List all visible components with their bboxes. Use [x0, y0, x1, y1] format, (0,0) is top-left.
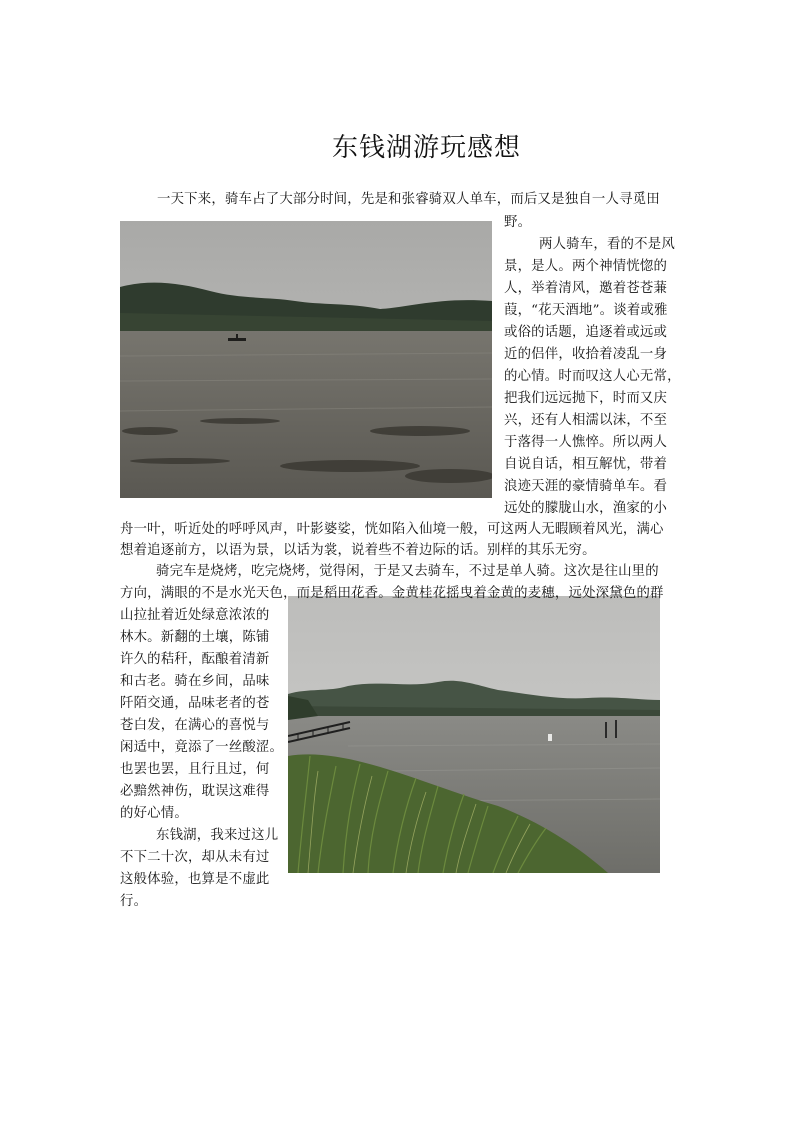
paragraph-line: 浪迹天涯的豪情骑单车。看: [504, 479, 668, 494]
paragraph-line: 想着追逐前方，以语为景，以话为裳，说着些不着边际的话。别样的其乐无穷。: [120, 543, 596, 558]
paragraph-line: 东钱湖，我来过这儿: [156, 828, 279, 843]
paragraph-line: 舟一叶，听近处的呼呼风声，叶影婆娑，恍如陷入仙境一般，可这两人无暇顾着风光，满心: [120, 522, 664, 537]
paragraph-line: 行。: [120, 894, 148, 909]
paragraph-line: 把我们远远抛下，时而又庆: [504, 391, 668, 406]
paragraph-line: 和古老。骑在乡间，品味: [120, 674, 270, 689]
paragraph-line: 闲适中，竟添了一丝酸涩。: [120, 740, 284, 755]
lake-reeds-photo: [288, 596, 660, 873]
paragraph-line: 自说自话，相互解忧，带着: [504, 457, 668, 472]
paragraph-line: 兴，还有人相濡以沫，不至: [504, 413, 668, 428]
paragraph-line: 于落得一人憔悴。所以两人: [504, 435, 668, 450]
paragraph-line: 骑完车是烧烤，吃完烧烤，觉得闲，于是又去骑车，不过是单人骑。这次是往山里的: [156, 564, 659, 579]
paragraph-line: 人，举着清风，邀着苍苍蒹: [504, 281, 668, 296]
paragraph-line: 阡陌交通，品味老者的苍: [120, 696, 270, 711]
paragraph-line: 苍白发，在满心的喜悦与: [120, 718, 270, 733]
paragraph-line: 近的侣伴，收拾着凌乱一身: [504, 347, 668, 362]
paragraph-line: 野。: [504, 215, 532, 230]
paragraph-line: 林木。新翻的土壤，陈铺: [120, 630, 270, 645]
paragraph-line: 葭，“花天酒地”。谈着或雅: [504, 303, 668, 318]
lake-boat-photo: [120, 221, 492, 498]
paragraph-line: 两人骑车，看的不是风: [539, 237, 675, 252]
paragraph-line: 远处的朦胧山水，渔家的小: [504, 501, 668, 516]
paragraph-line: 也罢也罢，且行且过，何: [120, 762, 270, 777]
paragraph-line: 不下二十次，却从未有过: [120, 850, 270, 865]
paragraph-line: 许久的秸秆，酝酿着清新: [120, 652, 270, 667]
page-title: 东钱湖游玩感想: [331, 133, 521, 163]
paragraph-line: 或俗的话题，追逐着或远或: [504, 325, 668, 340]
paragraph-line: 景，是人。两个神情恍惚的: [504, 259, 668, 274]
paragraph-line: 必黯然神伤，耽误这难得: [120, 784, 270, 799]
paragraph-line: 的好心情。: [120, 806, 188, 821]
paragraph-line: 一天下来，骑车占了大部分时间，先是和张睿骑双人单车，而后又是独自一人寻觅田: [157, 192, 660, 207]
paragraph-line: 方向，满眼的不是水光天色，而是稻田花香。金黄桂花摇曳着金黄的麦穗，远处深黛色的群: [120, 586, 664, 601]
paragraph-line: 的心情。时而叹这人心无常，: [504, 369, 681, 384]
paragraph-line: 山拉扯着近处绿意浓浓的: [120, 608, 270, 623]
paragraph-line: 这般体验，也算是不虚此: [120, 872, 270, 887]
